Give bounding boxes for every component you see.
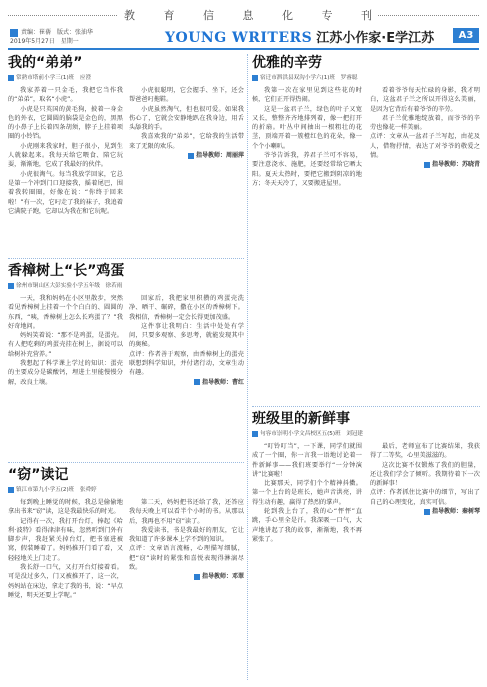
paragraph: 一天，我和妈妈在小区里散步，突然看见香樟树上挂着一个个白白的、圆圆的东西，“咦，香樟树上怎么长鸡蛋了？”我好奇地问。 xyxy=(8,295,123,330)
brand-english: YOUNG WRITERS xyxy=(165,30,313,46)
paragraph: 这是一盆君子兰，绿色的叶子又宽又长，整整齐齐地排列着，像一把打开的折扇。叶丛中间抽出一根粗壮的花茎，顶端开着一簇橙红色的花朵，像一个个小喇叭。 xyxy=(252,105,362,150)
series-char: 息 xyxy=(242,9,254,22)
article-byline: 宿迁市泗洪县双沟小学六(1)班 罗睿聪 xyxy=(252,74,480,83)
article-title: 我的“弟弟” xyxy=(8,55,83,71)
article-my-brother xyxy=(8,54,244,254)
column-divider xyxy=(247,54,248,680)
paragraph: 小虎虽然淘气，但也很可爱。如果我伤心了，它就会安静地趴在我身边，用舌头舔我的手。 xyxy=(129,105,244,132)
body-column xyxy=(370,86,480,402)
series-char: 育 xyxy=(163,9,175,22)
series-char: 专 xyxy=(321,9,333,22)
paragraph: 我喜欢我的“弟弟”，它给我的生活带来了无限的欢乐。 xyxy=(129,133,244,150)
article-body xyxy=(8,86,244,254)
paragraph: 记得有一次，我打开台灯，捧起《哈利·波特》看得津津有味，忽然听到门外有脚步声，我赶紧关掉台灯，把书塞进被窝，假装睡着了。妈妈推开门看了看，又轻轻地关上门走了。 xyxy=(8,517,123,562)
series-char: 信 xyxy=(203,9,214,22)
page-number-badge: A3 xyxy=(453,28,479,43)
square-icon xyxy=(8,487,14,493)
article-title: 香樟树上“长”鸡蛋 xyxy=(8,263,125,279)
paragraph: 比赛那天，同学们个个精神抖擞。第一个上台的是班长，她声音洪亮，讲得生动有趣，赢得了热烈的掌声。 xyxy=(252,480,362,506)
article-body xyxy=(252,86,480,402)
editor-line: 责编：崔蒨 版式：张油华 xyxy=(10,28,160,37)
paragraph: 最后，老师宣布了比赛结果，我获得了二等奖，心里美滋滋的。 xyxy=(370,443,480,460)
review-note: 点评：作者善于观察，由香樟树上的蛋壳联想到科学知识，并付诸行动，文章生动有趣。 xyxy=(129,350,244,377)
paragraph: 我第一次在家里见到这些花的时候，它们正开得热闹。 xyxy=(252,87,362,104)
article-class-news xyxy=(252,410,480,680)
article-title: 优雅的辛劳 xyxy=(252,55,322,71)
square-icon xyxy=(424,509,430,515)
paragraph: “叮铃叮当”，一下课，同学们就围成了一个圈，你一言我一语地讨论着一件新鲜事——我们班要举行“一分钟演讲”比赛啦！ xyxy=(252,443,362,478)
series-char: 教 xyxy=(124,9,135,22)
paragraph: 小虎很淘气。每当我放学回家，它总是第一个冲到门口迎接我，摇着尾巴，围着我转圈圈，好像在说：“你终于回来啦！”有一次，它叼走了我的袜子，我追着它满院子跑，它却以为我在和它玩呢。 xyxy=(8,170,123,215)
paragraph: 小虎很聪明，它会握手、坐下，还会帮爸爸叼拖鞋。 xyxy=(129,87,244,104)
square-icon xyxy=(194,379,200,385)
body-column xyxy=(129,86,244,254)
square-icon xyxy=(252,431,258,437)
article-byline: 徐州市铜山区大彭实验小学五年级 徐若雨 xyxy=(8,282,244,291)
paragraph: 小虎刚来我家时，胆子很小，见到生人就躲起来。我每天给它喂食、陪它玩耍，渐渐地，它成了我最好的伙伴。 xyxy=(8,142,123,169)
article-divider xyxy=(8,258,244,259)
square-icon xyxy=(8,75,14,81)
square-icon xyxy=(10,29,18,37)
paragraph: 回家后，我把家里积攒的鸡蛋壳洗净、晒干、碾碎，撒在小区的香樟树下。我相信，香樟树一定会长得更加茂盛。 xyxy=(129,295,244,321)
tutor-credit: 指导教师：周丽萍 xyxy=(129,151,244,160)
brand-chinese: 江苏小作家·E学江苏 xyxy=(316,31,435,46)
article-byline: 常熟市塔前小学三(1)班 应澄 xyxy=(8,74,244,83)
article-body xyxy=(8,498,244,680)
paragraph: 我爱读书，书是我最好的朋友，它让我知道了许多课本上学不到的知识。 xyxy=(129,526,244,544)
review-note: 点评：文章从一盆君子兰写起，由花及人，借物抒情，表达了对爷爷的敬爱之情。 xyxy=(370,133,480,160)
paragraph: 爷爷告诉我，养君子兰可不容易，要注意浇水、施肥，还要经常给它晒太阳。夏天太热时，要把它搬到阴凉的地方；冬天天冷了，又要搬进屋里。 xyxy=(252,152,362,187)
paragraph: 君子兰优雅地绽放着，而爷爷的辛劳也像花一样美丽。 xyxy=(370,114,480,132)
paragraph: 看着爷爷每天忙碌的身影，我才明白，这盆君子兰之所以开得这么美丽，是因为它背后有着爷爷的辛劳。 xyxy=(370,87,480,113)
paragraph: 我想起了科学课上学过的知识：蛋壳的主要成分是碳酸钙，埋进土里能慢慢分解，改良土壤。 xyxy=(8,360,123,386)
article-secret-reading xyxy=(8,466,244,680)
article-body xyxy=(252,442,480,680)
body-column xyxy=(370,442,480,680)
series-char: 刊 xyxy=(361,9,372,22)
paragraph: 轮到我上台了，我的心“怦怦”直跳，手心里全是汗。我深吸一口气，大声地讲起了我的故事，渐渐地，我不再紧张了。 xyxy=(252,508,362,543)
body-column xyxy=(129,498,244,680)
date-line: 2019年5月27日 星期一 xyxy=(10,38,79,45)
header-series-band xyxy=(8,8,479,24)
square-icon xyxy=(252,75,258,81)
square-icon xyxy=(194,574,200,580)
paragraph: 第二天，妈妈把书还给了我，还答应我每天晚上可以看半个小时的书。从那以后，我再也不用“窃”读了。 xyxy=(129,499,244,525)
article-divider xyxy=(252,406,480,407)
paragraph: 妈妈笑着说：“那不是鸡蛋，是蛋壳。有人把吃剩的鸡蛋壳挂在树上，据说可以给树补充营养。” xyxy=(8,332,123,358)
tutor-credit: 指导教师：邓翠 xyxy=(129,572,244,581)
square-icon xyxy=(188,153,194,159)
square-icon xyxy=(8,283,14,289)
paragraph: 我长舒一口气，又打开台灯接着看。可是没过多久，门又被推开了，这一次，妈妈站在床边，拿走了我的书，说：“早点睡觉，明天还要上学呢。” xyxy=(8,564,123,599)
article-divider xyxy=(8,462,244,463)
article-elegant-toil xyxy=(252,54,480,402)
review-note: 点评：文章语言流畅，心理描写细腻，把“窃”读时的紧张和喜悦表现得淋漓尽致。 xyxy=(129,545,244,572)
article-byline: 句容市崇明小学文昌校区五(5)班 刘冠建 xyxy=(252,430,480,439)
body-column xyxy=(8,86,123,254)
body-column xyxy=(252,442,362,680)
column-brand xyxy=(165,27,465,46)
article-title: “窃”读记 xyxy=(8,467,69,483)
article-body xyxy=(8,294,244,458)
paragraph: 每到晚上睡觉的时候，我总是偷偷地拿出书来“窃”读，这是我最快乐的时光。 xyxy=(8,499,123,516)
article-camphor-eggs xyxy=(8,262,244,458)
body-column xyxy=(8,294,123,458)
series-title xyxy=(118,8,378,24)
article-title: 班级里的新鲜事 xyxy=(252,411,350,427)
body-column xyxy=(129,294,244,458)
paragraph: 这次比赛不仅锻炼了我们的胆量，还让我们学会了倾听。我期待着下一次的新鲜事！ xyxy=(370,461,480,488)
square-icon xyxy=(424,162,430,168)
review-note: 点评：作者抓住比赛中的细节，写出了自己的心理变化，真实可信。 xyxy=(370,489,480,506)
article-byline: 镇江市第九小学五(2)班 张舜婷 xyxy=(8,486,244,495)
paragraph: 我家养着一只金毛，我把它当作我的“弟弟”，取名“小虎”。 xyxy=(8,87,123,104)
edition-meta xyxy=(10,28,160,46)
tutor-credit: 指导教师：曹红 xyxy=(129,378,244,387)
paragraph: 这件事让我明白：生活中处处有学问，只要多观察、多思考，就能发现其中的奥秘。 xyxy=(129,322,244,349)
paragraph: 小虎是只英国的黄毛狗，披着一身金色的外衣，它圆圆的脑袋是金色的，黑黑的小鼻子上长着四条胡须，脖子上挂着项圈的小铃铛。 xyxy=(8,105,123,141)
tutor-credit: 指导教师：苏晓青 xyxy=(370,160,480,169)
body-column xyxy=(8,498,123,680)
tutor-credit: 指导教师：秦树琴 xyxy=(370,507,480,516)
header-divider xyxy=(8,48,479,50)
series-char: 化 xyxy=(282,9,293,22)
body-column xyxy=(252,86,362,402)
